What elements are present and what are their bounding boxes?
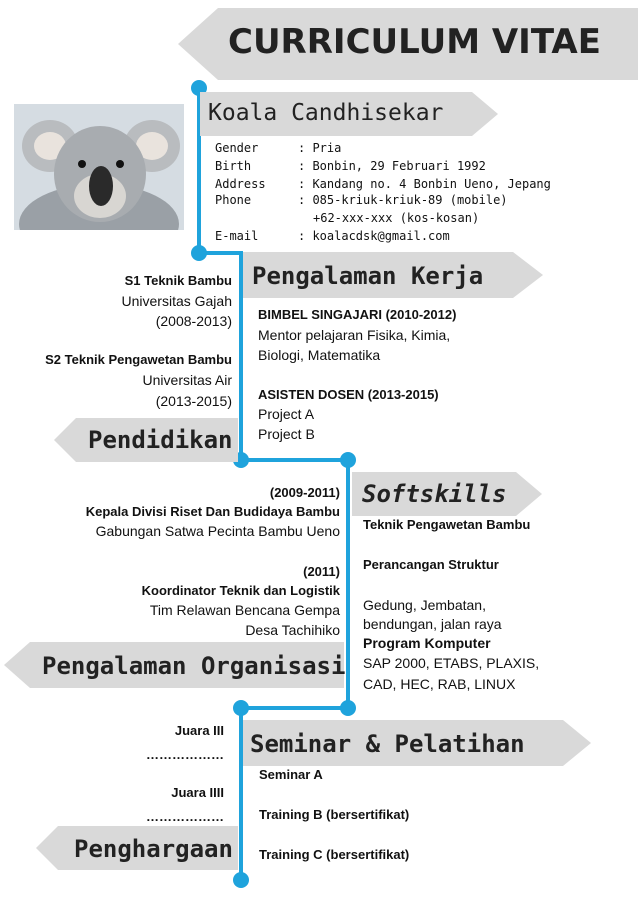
education-years: (2013-2015): [155, 393, 232, 409]
org-name: Gabungan Satwa Pecinta Bambu Ueno: [95, 523, 340, 539]
info-label: Gender: [215, 141, 259, 155]
timeline-dot: [233, 700, 249, 716]
skill-item: Perancangan Struktur: [363, 557, 499, 572]
info-value: : Pria: [298, 141, 342, 155]
info-value: : Kandang no. 4 Bonbin Ueno, Jepang: [298, 177, 551, 191]
section-title-softskills: Softskills: [362, 480, 507, 508]
org-name: Tim Relawan Bencana Gempa: [149, 602, 340, 618]
work-line: Mentor pelajaran Fisika, Kimia,: [258, 327, 451, 343]
work-line: Project A: [258, 406, 315, 422]
info-value: +62-xxx-xxx (kos-kosan): [313, 211, 480, 225]
education-school: Universitas Air: [142, 372, 232, 388]
info-value: : 085-kriuk-kriuk-89 (mobile): [298, 193, 508, 207]
work-heading: BIMBEL SINGAJARI (2010-2012): [258, 307, 457, 322]
education-school: Universitas Gajah: [121, 293, 232, 309]
skill-item: CAD, HEC, RAB, LINUX: [363, 676, 516, 692]
seminar-item: Seminar A: [259, 767, 323, 782]
skill-item: Teknik Pengawetan Bambu: [363, 517, 531, 532]
profile-photo: [14, 104, 184, 230]
timeline-dot: [340, 452, 356, 468]
org-role: Kepala Divisi Riset Dan Budidaya Bambu: [85, 504, 340, 519]
page-title: CURRICULUM VITAE: [228, 22, 601, 62]
timeline-line: [346, 460, 350, 708]
section-title-organisasi: Pengalaman Organisasi: [42, 652, 346, 680]
section-title-kerja: Pengalaman Kerja: [252, 262, 484, 290]
section-title-penghargaan: Penghargaan: [74, 835, 233, 863]
seminar-item: Training B (bersertifikat): [259, 807, 410, 822]
info-label: Phone: [215, 193, 252, 207]
section-title-seminar: Seminar & Pelatihan: [250, 730, 525, 758]
org-year: (2009-2011): [269, 485, 340, 500]
info-value: : Bonbin, 29 Februari 1992: [298, 159, 486, 173]
org-role: Koordinator Teknik dan Logistik: [141, 583, 340, 598]
award-title: Juara IIII: [171, 785, 224, 800]
info-value: : koalacdsk@gmail.com: [298, 229, 450, 243]
info-label: Birth: [215, 159, 252, 173]
timeline-dot: [233, 872, 249, 888]
info-label: Address: [215, 177, 266, 191]
timeline-line: [239, 706, 350, 710]
timeline-dot: [191, 245, 207, 261]
skill-item: Program Komputer: [363, 635, 491, 651]
org-name: Desa Tachihiko: [245, 622, 340, 638]
education-degree: S2 Teknik Pengawetan Bambu: [45, 352, 232, 367]
seminar-item: Training C (bersertifikat): [259, 847, 410, 862]
skill-item: Gedung, Jembatan,: [363, 597, 486, 613]
education-degree: S1 Teknik Bambu: [124, 273, 232, 288]
work-heading: ASISTEN DOSEN (2013-2015): [258, 387, 439, 402]
work-line: Biologi, Matematika: [258, 347, 381, 363]
award-detail: ………………: [146, 747, 224, 762]
skill-item: SAP 2000, ETABS, PLAXIS,: [363, 655, 540, 671]
info-label: E-mail: [215, 229, 259, 243]
profile-name: Koala Candhisekar: [208, 100, 444, 126]
education-years: (2008-2013): [155, 313, 232, 329]
timeline-line: [239, 458, 349, 462]
section-title-pendidikan: Pendidikan: [88, 426, 233, 454]
koala-icon: [14, 104, 184, 230]
award-detail: ………………: [146, 809, 224, 824]
skill-item: bendungan, jalan raya: [363, 616, 502, 632]
org-year: (2011): [303, 564, 340, 579]
timeline-dot: [340, 700, 356, 716]
work-line: Project B: [258, 426, 315, 442]
award-title: Juara III: [174, 723, 224, 738]
